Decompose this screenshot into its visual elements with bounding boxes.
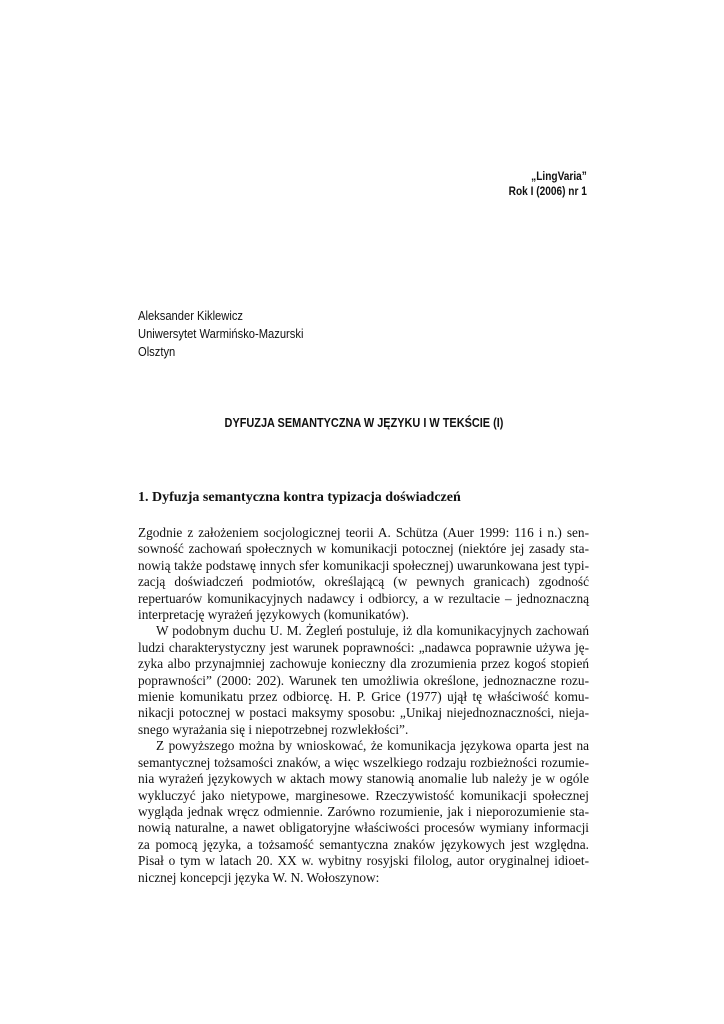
journal-header (509, 170, 587, 200)
author-affiliation: Uniwersytet Warmińsko-Mazurski (138, 326, 304, 341)
author-name: Aleksander Kiklewicz (138, 308, 244, 323)
section-heading: 1. Dyfuzja semantyczna kontra typizacja doświadczeń (138, 490, 461, 505)
paragraph: Zgodnie z założeniem socjologicznej teorii A. Schütza (Auer 1999: 116 i n.) sensowność zachowań społecznych w komunikacji potocznej (niektóre jej zasady stanowią także podstawę innych sfer komunikacji społecznej) uwarunkowana jest typizacją doświadczeń podmiotów, określającą (w pewnych granicach) zgodność repertuarów komunikacyjnych nadawcy i odbiorcy, a w rezultacie – jednoznaczną interpretację wyrażeń językowych (komunikatów). (138, 525, 589, 623)
article-title-text: DYFUZJA SEMANTYCZNA W JĘZYKU I W TEKŚCIE (I) (224, 415, 503, 430)
journal-title: „LingVaria” (531, 171, 587, 183)
paragraph: W podobnym duchu U. M. Żegleń postuluje, iż dla komunikacyjnych zachowań ludzi charakterystyczny jest warunek poprawności: „nadawca poprawnie używa języka albo przynajmniej zachowuje konieczny dla zrozumienia przez kogoś stopień poprawności” (2000: 202). Warunek ten umożliwia określone, jednoznaczne rozumienie komunikatu przez odbiorcę. H. P. Grice (1977) ujął tę właściwość komunikacji potocznej w postaci maksymy sposobu: „Unikaj niejednoznaczności, niejasnego wyrażania się i niepotrzebnej rozwlekłości”. (138, 623, 589, 737)
paragraph: Z powyższego można by wnioskować, że komunikacja językowa oparta jest na semantycznej tożsamości znaków, a więc wszelkiego rodzaju rozbieżności rozumienia wyrażeń językowych w aktach mowy stanowią anomalie lub należy je w ogóle wykluczyć jako nietypowe, marginesowe. Rzeczywistość komunikacji społecznej wygląda jednak wręcz odmiennie. Zarówno rozumienie, jak i nieporozumienie stanowią naturalne, a nawet obligatoryjne właściwości procesów wymiany informacji za pomocą języka, a tożsamość semantyczna znaków językowych jest względna. Pisał o tym w latach 20. XX w. wybitny rosyjski filolog, autor oryginalnej idioetnicznej koncepcji języka W. N. Wołoszynow: (138, 738, 589, 885)
author-block (138, 307, 303, 361)
body-text (138, 525, 589, 886)
article-title (138, 414, 589, 432)
journal-issue: Rok I (2006) nr 1 (508, 186, 587, 198)
author-city: Olsztyn (138, 344, 176, 359)
